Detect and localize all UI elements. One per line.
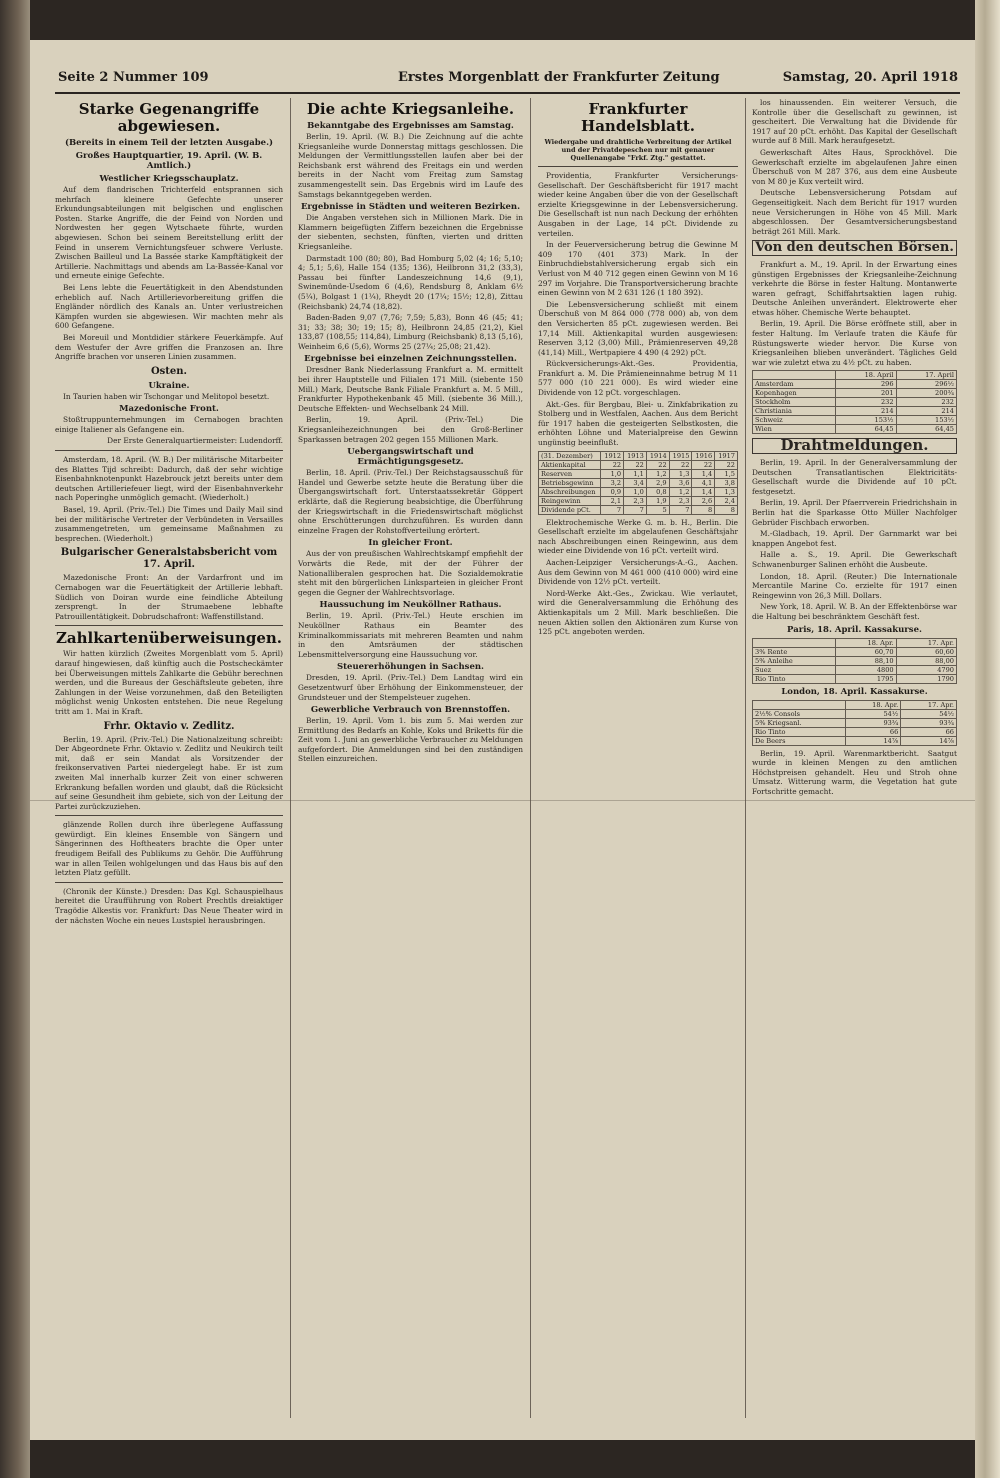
- table-row: [539, 478, 738, 487]
- section-heading: London, 18. April. Kassakurse.: [781, 686, 928, 697]
- table-cell: 3,2: [601, 478, 624, 487]
- article-paragraph: Berlin, 19. April. In der Generalversammlung der Deutschen Transatlantischen Elektricitäts-Gesellschaft wurde die Dividende auf 10 pCt. festgesetzt.: [752, 458, 957, 496]
- table-row: [539, 460, 738, 469]
- table-cell: 1,2: [646, 469, 669, 478]
- table-header-cell: 1917: [715, 451, 738, 460]
- table-cell: 2,4: [715, 496, 738, 505]
- table-cell: 14⅞: [845, 736, 901, 745]
- table-cell: 232: [896, 398, 956, 407]
- table-cell: 14⅞: [901, 736, 957, 745]
- article-paragraph: Frankfurt a. M., 19. April. In der Erwartung eines günstigen Ergebnisses der Kriegsanleihe-Zeichnung verkehrte die Börse in fester Haltung. Montanwerte waren gefragt, Schiffahrtsaktien lagen ruhig. Deutsche Anleihen unverändert. Elektrowerte eher etwas höher. Chemische Werte behauptet.: [752, 259, 957, 317]
- paper-fold: [30, 800, 975, 801]
- article-paragraph: (Chronik der Künste.) Dresden: Das Kgl. Schauspielhaus bereitet die Uraufführung von Robert Prechtls dreiaktiger Tragödie Alkestis vor. Frankfurt: Das Neue Theater wird in der nächsten Woche ein neues Lustspiel herausbringen.: [55, 886, 283, 925]
- article-paragraph: Nord-Werke Akt.-Ges., Zwickau. Wie verlautet, wird die Generalversammlung die Erhöhung des Aktienkapitals um 2 Mill. Mark beschließen. Die neuen Aktien sollen den Aktionären zum Kurse von 125 pCt. angeboten werden.: [538, 588, 738, 637]
- section-heading: Paris, 18. April. Kassakurse.: [787, 624, 922, 635]
- table-cell: 232: [836, 398, 896, 407]
- table-cell: 7: [624, 505, 647, 514]
- table-cell: 54½: [901, 709, 957, 718]
- section-heading: Ergebnisse in Städten und weiteren Bezirken.: [300, 202, 521, 213]
- article-paragraph: New York, 18. April. W. B. An der Effektenbörse war die Haltung bei beschränktem Geschäft fest.: [752, 602, 957, 621]
- table-cell: Wien: [753, 425, 836, 434]
- table-cell: 214: [896, 407, 956, 416]
- table-cell: 5: [646, 505, 669, 514]
- table-cell: Aktienkapital: [539, 460, 601, 469]
- table-cell: 22: [715, 460, 738, 469]
- article-paragraph: Mazedonische Front: An der Vardarfront und im Cernabogen war die Feuertätigkeit der Artillerie lebhaft. Südlich von Doiran wurde eine feindliche Abteilung zersprengt. In der Strumaebene lebhafte Patrouillentätigkeit. Dobrudschafront: Waffenstillstand.: [55, 573, 283, 621]
- table-cell: 22: [669, 460, 692, 469]
- table-cell: 88,10: [836, 656, 896, 665]
- headline: Starke Gegenangriffe abgewiesen.: [78, 100, 260, 135]
- subheadline: Wiedergabe und drahtliche Verbreitung der Artikel und der Privatdepeschen nur mit genauer Quellenangabe "Frkf. Ztg." gestattet.: [544, 138, 732, 162]
- article-paragraph: Die Lebensversicherung schließt mit einem Überschuß von M 864 000 (778 000) ab, von dem den Versicherten 85 pCt. zugewiesen werden. Bei 17,14 Mill. Aktienkapital wurden ausgewiesen: Reserven 3,12 (3,00) Mill., Prämienreserven 49,28 (41,14) Mill., Wertpapiere 4 490 (4 292) pCt.: [538, 299, 738, 357]
- table-cell: 7: [669, 505, 692, 514]
- table-cell: 153½: [836, 416, 896, 425]
- article-paragraph: Dresdner Bank Niederlassung Frankfurt a. M. ermittelt bei ihrer Hauptstelle und Filialen 171 Mill. (siebente 150 Mill.) Mark, Deutsche Bank Filiale Frankfurt a. M. 5 Mill., Frankfurter Hypothekenbank 45 Mill. (siebente 36 Mill.), Deutsche Effekten- und Wechselbank 24 Mill.: [298, 365, 523, 413]
- table-cell: 296: [836, 380, 896, 389]
- table-header-cell: 17. April: [896, 371, 956, 380]
- page-edge: [975, 0, 1000, 1478]
- article-paragraph: Berlin, 19. April. (Priv.-Tel.) Heute erschien im Neuköllner Rathaus ein Beamter des Kriminalkommissariats mit mehreren Beamten und nahm in den Amtsräumen der städtischen Lebensmittelversorgung eine Haussuchung vor.: [298, 611, 523, 659]
- table-row: [753, 665, 957, 674]
- column-3: [538, 98, 738, 1418]
- section-heading: Ergebnisse bei einzelnen Zeichnungsstellen.: [304, 354, 517, 365]
- table-cell: 1,2: [669, 487, 692, 496]
- divider: [55, 882, 283, 883]
- table-cell: 200¾: [896, 389, 956, 398]
- article-paragraph: Dresden, 19. April. (Priv.-Tel.) Dem Landtag wird ein Gesetzentwurf über Erhöhung der Einkommensteuer, der Grundsteuer und der Stempelsteuer zugehen.: [298, 673, 523, 702]
- table-cell: 1,3: [669, 469, 692, 478]
- table-cell: 8: [692, 505, 715, 514]
- article-paragraph: Die Angaben verstehen sich in Millionen Mark. Die in Klammern beigefügten Ziffern bezeichnen die Ergebnisse der siebenten, sechsten, fünften, vierten und dritten Kriegsanleihe.: [298, 213, 523, 251]
- article-paragraph: In der Feuerversicherung betrug die Gewinne M 409 170 (401 373) Mark. In der Einbruchdiebstahlversicherung ergab sich ein Verlust von M 40 712 gegen einen Gewinn von M 16 297 im Vorjahre. Die Transportversicherung brachte einen Gewinn von M 2 631 126 (1 180 392).: [538, 240, 738, 298]
- article-paragraph: Providentia, Frankfurter Versicherungs-Gesellschaft. Der Geschäftsbericht für 1917 macht wieder keine Angaben über die von der Gesellschaft erzielte Kriegsgewinne in der Lebensversicherung. Die Gesellschaft ist nun nach Deckung der erhöhten Ausgaben in der Lage, 14 pCt. Dividende zu verteilen.: [538, 171, 738, 238]
- table-cell: 2½% Consols: [753, 709, 846, 718]
- article-paragraph: Amsterdam, 18. April. (W. B.) Der militärische Mitarbeiter des Blattes Tijd schreibt: Dadurch, daß der sehr wichtige Eisenbahnknotenpunkt Hazebrouck jetzt bereits unter dem deutschen Artilleriefeuer liegt, wird der Eisenbahnverkehr nach Poperinghe unmöglich gemacht. (Wiederholt.): [55, 455, 283, 503]
- table-cell: 1,4: [692, 469, 715, 478]
- table-cell: 2,6: [692, 496, 715, 505]
- table-header-cell: [753, 638, 836, 647]
- section-banner: Drahtmeldungen.: [752, 438, 957, 454]
- section-heading: Haussuchung im Neuköllner Rathaus.: [319, 600, 502, 611]
- article-paragraph: Baden-Baden 9,07 (7,76; 7,59; 5,83), Bonn 46 (45; 41; 31; 33; 38; 30; 19; 15; 8), Heilbronn 24,85 (21,2), Kiel 133,87 (108,55; 114,84), Limburg (Reichsbank) 8,13 (5,16), Weinheim 6,6 (5,6), Worms 25 (27¼; 25,08; 21,42).: [298, 313, 523, 351]
- table-cell: 296½: [896, 380, 956, 389]
- divider: [55, 815, 283, 816]
- headline: Die achte Kriegsanleihe.: [306, 100, 515, 118]
- table-cell: 1790: [896, 674, 956, 683]
- table-header-cell: 18. April: [836, 371, 896, 380]
- london-table: [752, 700, 957, 746]
- table-cell: Rio Tinto: [753, 674, 836, 683]
- section-banner: Von den deutschen Börsen.: [752, 240, 957, 256]
- table-cell: 66: [901, 727, 957, 736]
- table-cell: 3,8: [715, 478, 738, 487]
- table-cell: Suez: [753, 665, 836, 674]
- financial-table: [538, 451, 738, 515]
- table-cell: Rio Tinto: [753, 727, 846, 736]
- table-header-cell: 1914: [646, 451, 669, 460]
- newspaper-page: [30, 40, 975, 1440]
- article-paragraph: los hinaussenden. Ein weiterer Versuch, die Kontrolle über die Gesellschaft zu gewinnen, ist gescheitert. Die Verwaltung hat die Dividende für 1917 auf 20 pCt. erhöht. Das Kapital der Gesellschaft wurde auf 8 Mill. Mark heraufgesetzt.: [752, 98, 957, 146]
- section-heading: Uebergangswirtschaft und Ermächtigungsgesetz.: [347, 447, 474, 468]
- article-paragraph: Basel, 19. April. (Priv.-Tel.) Die Times und Daily Mail sind bei der militärische Vertreter der Verbündeten in Versailles zusammengetreten, um gemeinsame Maßnahmen zu besprechen. (Wiederholt.): [55, 505, 283, 543]
- article-paragraph: Deutsche Lebensversicherung Potsdam auf Gegenseitigkeit. Nach dem Bericht für 1917 wurden neue Versicherungen in Höhe von 45 Mill. Mark abgeschlossen. Der Gesamtversicherungsbestand beträgt 261 Mill. Mark.: [752, 188, 957, 236]
- article-paragraph: London, 18. April. (Reuter.) Die Internationale Mercantile Marine Co. erzielte für 1917 einen Reingewinn von 26,3 Mill. Dollars.: [752, 571, 957, 600]
- table-cell: 4800: [836, 665, 896, 674]
- table-cell: 4,1: [692, 478, 715, 487]
- masthead: [58, 70, 958, 88]
- table-row: [753, 380, 957, 389]
- table-cell: 1,0: [624, 487, 647, 496]
- subheadline: Bekanntgabe des Ergebnisses am Samstag.: [307, 121, 514, 131]
- column-4: [752, 98, 957, 1418]
- headline: Zahlkartenüberweisungen.: [55, 629, 283, 648]
- table-header-cell: [753, 371, 836, 380]
- table-cell: 2,3: [669, 496, 692, 505]
- column-divider: [530, 98, 531, 1418]
- article-paragraph: Berlin, 19. April. (Priv.-Tel.) Die Kriegsanleihezeichnungen bei den Groß-Berliner Sparkassen betragen 202 gegen 155 Millionen Mark.: [298, 415, 523, 444]
- table-row: [753, 656, 957, 665]
- table-cell: 64,45: [836, 425, 896, 434]
- section-heading: Osten.: [150, 365, 188, 377]
- table-cell: 214: [836, 407, 896, 416]
- article-paragraph: Berlin, 19. April. (Priv.-Tel.) Die Nationalzeitung schreibt: Der Abgeordnete Frhr. Oktavio v. Zedlitz und Neukirch teilt mit, daß er sein Mandat als Vorsitzender der freikonservativen Partei niedergelegt habe. Er ist zum zweiten Mal innerhalb kurzer Zeit von einer schweren Erkrankung befallen worden und glaubt, daß die Rücksicht auf seine Gesundheit ihm gebiete, sich von der Leitung der Partei zurückzuziehen.: [55, 734, 283, 811]
- masthead-rule: [55, 92, 960, 94]
- table-cell: Schweiz: [753, 416, 836, 425]
- article-paragraph: Berlin, 19. April. (W. B.) Die Zeichnung auf die achte Kriegsanleihe wurde Donnerstag mittags geschlossen. Die Meldungen der Vermittlungsstellen laufen aber bei der Reichsbank erst während des Freitags ein und werden bereits in der Nacht vom Freitag zum Samstag zusammengestellt sein. Das Ergebnis wird im Laufe des Samstags bekanntgegeben werden.: [298, 132, 523, 199]
- table-cell: 60,70: [836, 647, 896, 656]
- section-heading: Ukraine.: [148, 380, 190, 391]
- exchange-rate-table: [752, 370, 957, 434]
- article-paragraph: Wir hatten kürzlich (Zweites Morgenblatt vom 5. April) darauf hingewiesen, daß künftig auch die Postscheckämter bei Überweisungen mittels Zahlkarte die Gebühr berechnen werden, und die Bureaus der Geschäftsleute gebeten, ihre Zahlungen in der Weise vorzunehmen, daß den Beteiligten möglichst wenig Unkosten entstehen. Die neue Regelung tritt am 1. Mai in Kraft.: [55, 649, 283, 716]
- table-cell: Stockholm: [753, 398, 836, 407]
- column-2: [298, 98, 523, 1418]
- table-cell: 22: [692, 460, 715, 469]
- table-row: [539, 487, 738, 496]
- table-row: [753, 647, 957, 656]
- table-row: [753, 389, 957, 398]
- divider: [538, 166, 738, 167]
- table-cell: De Beers: [753, 736, 846, 745]
- table-cell: 1,5: [715, 469, 738, 478]
- divider: [55, 625, 283, 626]
- table-cell: 2,3: [624, 496, 647, 505]
- table-row: [753, 736, 957, 745]
- table-header-cell: (31. Dezember): [539, 451, 601, 460]
- article-paragraph: Bei Lens lebte die Feuertätigkeit in den Abendstunden erheblich auf. Nach Artillerievorbereitung griffen die Engländer nördlich des Kanals an. Unter verlustreichen Kämpfen wurden sie abgewiesen. Wir machten mehr als 600 Gefangene.: [55, 282, 283, 331]
- article-paragraph: Elektrochemische Werke G. m. b. H., Berlin. Die Gesellschaft erzielte im abgelaufenen Geschäftsjahr nach Abschreibungen einen Reingewinn, aus dem wieder eine Dividende von 16 pCt. verteilt wird.: [538, 517, 738, 556]
- article-paragraph: Akt.-Ges. für Bergbau, Blei- u. Zinkfabrikation zu Stolberg und in Westfalen, Aachen. Aus dem Bericht für 1917 haben die gesteigerten Selbstkosten, die erhöhten Löhne und Materialpreise den Gewinn ungünstig beeinflußt.: [538, 399, 738, 448]
- article-paragraph: Halle a. S., 19. April. Die Gewerkschaft Schwanenburger Salinen erhöht die Ausbeute.: [752, 550, 957, 569]
- table-row: [753, 674, 957, 683]
- table-cell: 93¾: [845, 718, 901, 727]
- table-cell: Amsterdam: [753, 380, 836, 389]
- table-row: [753, 727, 957, 736]
- table-row: [753, 709, 957, 718]
- divider: [55, 450, 283, 451]
- table-cell: Betriebsgewinn: [539, 478, 601, 487]
- article-paragraph: Gewerkschaft Altes Haus, Sprockhövel. Die Gewerkschaft erzielte im abgelaufenen Jahre einen Überschuß von M 287 376, aus dem eine Ausbeute von M 80 je Kux verteilt wird.: [752, 147, 957, 186]
- table-cell: 64,45: [896, 425, 956, 434]
- table-cell: 22: [624, 460, 647, 469]
- column-divider: [745, 98, 746, 1418]
- table-header-cell: 17. Apr.: [901, 700, 957, 709]
- article-paragraph: Berlin, 18. April. (Priv.-Tel.) Der Reichstagsausschuß für Handel und Gewerbe setzte heute die Beratung über die Übergangswirtschaft fort. Unterstaatssekretär Göppert erklärte, daß die Regierung beabsichtige, die Überführung der Kriegswirtschaft in die Friedenswirtschaft möglichst ohne Erschütterungen durchzuführen. Es wurden dann einzelne Fragen der Rohstoffverteilung erörtert.: [298, 468, 523, 535]
- article-paragraph: In Taurien haben wir Tschongar und Melitopol besetzt.: [63, 391, 270, 401]
- table-cell: 22: [601, 460, 624, 469]
- table-cell: Kopenhagen: [753, 389, 836, 398]
- column-divider: [290, 98, 291, 1418]
- table-header-cell: 17. Apr.: [896, 638, 956, 647]
- table-cell: 93¾: [901, 718, 957, 727]
- headline: Frankfurter Handelsblatt.: [581, 100, 695, 135]
- table-row: [539, 505, 738, 514]
- section-heading: Frhr. Oktavio v. Zedlitz.: [103, 720, 235, 732]
- table-cell: 1795: [836, 674, 896, 683]
- table-header-cell: 1913: [624, 451, 647, 460]
- table-cell: 60,60: [896, 647, 956, 656]
- table-cell: 3,6: [669, 478, 692, 487]
- dateline: Großes Hauptquartier, 19. April. (W. B. Amtlich.): [75, 151, 263, 171]
- table-row: [753, 425, 957, 434]
- table-header-cell: 1912: [601, 451, 624, 460]
- column-1: [55, 98, 283, 1418]
- table-row: [539, 496, 738, 505]
- article-paragraph: Auf dem flandrischen Trichterfeld entsprannen sich mehrfach kleinere Gefechte unserer Erkundungsabteilungen mit belgischen und englischen Posten. Starke Angriffe, die der Feind von Norden und Nordwesten her gegen Wytschaete führte, wurden abgewiesen. Schon bei seinem Bereitstellung erlitt der Feind in unserem Vernichtungsfeuer schwere Verluste. Zwischen Bailleul und La Bassée starke Kampftätigkeit der Artillerie. Nachmittags und abends am La-Bassée-Kanal vor und erneute einige Gefechte.: [55, 185, 283, 281]
- table-cell: 1,1: [624, 469, 647, 478]
- article-paragraph: Darmstadt 100 (80; 80), Bad Homburg 5,02 (4; 16; 5,10; 4; 5,1; 5,6), Halle 154 (135; 136), Heilbronn 31,2 (33,3), Passau bei fünfter Landeszeichnung 14,6 (9,1), Swinemünde-Usedom 6 (4,6), Rendsburg 8, Anklam 6½ (5¼), Bolgast 1 (1¼), Rheydt 20 (17¼; 15½; 12,8), Zittau (Reichsbank) 24,74 (18,82).: [298, 253, 523, 311]
- table-cell: 5% Anleihe: [753, 656, 836, 665]
- table-cell: 88,00: [896, 656, 956, 665]
- table-cell: 3% Rente: [753, 647, 836, 656]
- article-paragraph: Bei Moreuil und Montdidier stärkere Feuerkämpfe. Auf dem Westufer der Avre griffen die Franzosen an. Ihre Angriffe brachen vor unseren Linien zusammen.: [55, 332, 283, 362]
- table-header-cell: [753, 700, 846, 709]
- article-paragraph: Stoßtruppunternehmungen im Cernabogen brachten einige Italiener als Gefangene ein.: [55, 415, 283, 434]
- table-header-cell: 1916: [692, 451, 715, 460]
- table-cell: 1,4: [692, 487, 715, 496]
- article-paragraph: M.-Gladbach, 19. April. Der Garnmarkt war bei knappen Angebot fest.: [752, 529, 957, 548]
- table-cell: 66: [845, 727, 901, 736]
- table-cell: 0,9: [601, 487, 624, 496]
- section-heading: Gewerbliche Verbrauch von Brennstoffen.: [310, 705, 511, 716]
- section-heading: Westlicher Kriegsschauplatz.: [99, 174, 239, 184]
- paris-table: [752, 638, 957, 684]
- table-cell: Reingewinn: [539, 496, 601, 505]
- section-heading: Steuererhöhungen in Sachsen.: [336, 662, 484, 673]
- section-heading: Bulgarischer Generalstabsbericht vom 17. April.: [60, 547, 278, 571]
- signature: Der Erste Generalquartiermeister: Ludendorff.: [107, 436, 283, 446]
- table-cell: 153½: [896, 416, 956, 425]
- table-header-cell: 18. Apr.: [836, 638, 896, 647]
- issue-date: Samstag, 20. April 1918: [782, 70, 958, 85]
- table-cell: 201: [836, 389, 896, 398]
- table-cell: 22: [646, 460, 669, 469]
- table-cell: 7: [601, 505, 624, 514]
- table-cell: 4790: [896, 665, 956, 674]
- table-header-cell: 18. Apr.: [845, 700, 901, 709]
- newspaper-title: Erstes Morgenblatt der Frankfurter Zeitung: [398, 70, 720, 85]
- table-row: [753, 718, 957, 727]
- article-paragraph: Berlin, 19. April. Warenmarktbericht. Saatgut wurde in kleinen Mengen zu den amtlichen Höchstpreisen gehandelt. Heu und Stroh ohne Umsatz. Witterung warm, die Vegetation hat gute Fortschritte gemacht.: [752, 748, 957, 796]
- table-row: [753, 398, 957, 407]
- table-header-cell: 1915: [669, 451, 692, 460]
- section-heading: In gleicher Front.: [368, 538, 453, 549]
- table-cell: 54½: [845, 709, 901, 718]
- section-heading: Mazedonische Front.: [119, 404, 219, 415]
- article-paragraph: Berlin, 19. April. Vom 1. bis zum 5. Mai werden zur Ermittlung des Bedarfs an Kohle, Koks und Briketts für die Zeit vom 1. Juni an gewerbliche Verbraucher zu Meldungen aufgefordert. Die Anmeldungen sind bei den zuständigen Stellen einzureichen.: [298, 716, 523, 764]
- feuilleton-paragraph: glänzende Rollen durch ihre überlegene Auffassung gewürdigt. Ein kleines Ensemble von Sängern und Sängerinnen des Hoftheaters brachte die Oper unter freudigem Beifall des Publikums zu Gehör. Die Aufführung war in allen Teilen wohlgelungen und das Haus bis auf den letzten Platz gefüllt.: [55, 820, 283, 878]
- article-paragraph: Berlin, 19. April. Die Börse eröffnete still, aber in fester Haltung. Im Verlaufe traten die Käufe für Rüstungswerte wieder hervor. Die Kurse von Kriegsanleihen blieben unverändert. Tägliches Geld war wie zuletzt etwa zu 4½ pCt. zu haben.: [752, 319, 957, 367]
- article-paragraph: Rückversicherungs-Akt.-Ges. Providentia, Frankfurt a. M. Die Prämieneinnahme betrug M 11 577 000 (10 221 000). Es wird wieder eine Dividende von 12 pCt. vorgeschlagen.: [538, 359, 738, 398]
- article-paragraph: Berlin, 19. April. Der Pfaerrverein Friedrichshain in Berlin hat die Sparkasse Otto Müller Nachfolger Gebrüder Fischbach erworben.: [752, 498, 957, 527]
- article-paragraph: Aachen-Leipziger Versicherungs-A.-G., Aachen. Aus dem Gewinn von M 461 000 (410 000) wird eine Dividende von 12½ pCt. verteilt.: [538, 558, 738, 587]
- table-cell: 2,9: [646, 478, 669, 487]
- table-row: [753, 407, 957, 416]
- table-cell: 2,1: [601, 496, 624, 505]
- table-cell: Abschreibungen: [539, 487, 601, 496]
- subheadline: (Bereits in einem Teil der letzten Ausgabe.): [64, 138, 274, 148]
- table-cell: 0,8: [646, 487, 669, 496]
- page-number: Seite 2 Nummer 109: [58, 70, 209, 85]
- table-cell: 1,9: [646, 496, 669, 505]
- table-cell: 8: [715, 505, 738, 514]
- table-row: [753, 416, 957, 425]
- table-cell: 3,4: [624, 478, 647, 487]
- table-cell: Dividende pCt.: [539, 505, 601, 514]
- table-row: [539, 469, 738, 478]
- table-cell: 1,3: [715, 487, 738, 496]
- table-cell: 5% Kriegsanl.: [753, 718, 846, 727]
- table-cell: Christiania: [753, 407, 836, 416]
- book-binding: [0, 0, 30, 1478]
- article-paragraph: Aus der von preußischen Wahlrechtskampf empfiehlt der Vorwärts die Rede, mit der der Führer der Nationalliberalen gesprochen hat. Die Sozialdemokratie steht mit den bürgerlichen Linksparteien in gleicher Front gegen die Gegner der Wahlrechtsvorlage.: [298, 549, 523, 597]
- table-cell: Reserven: [539, 469, 601, 478]
- table-cell: 1,0: [601, 469, 624, 478]
